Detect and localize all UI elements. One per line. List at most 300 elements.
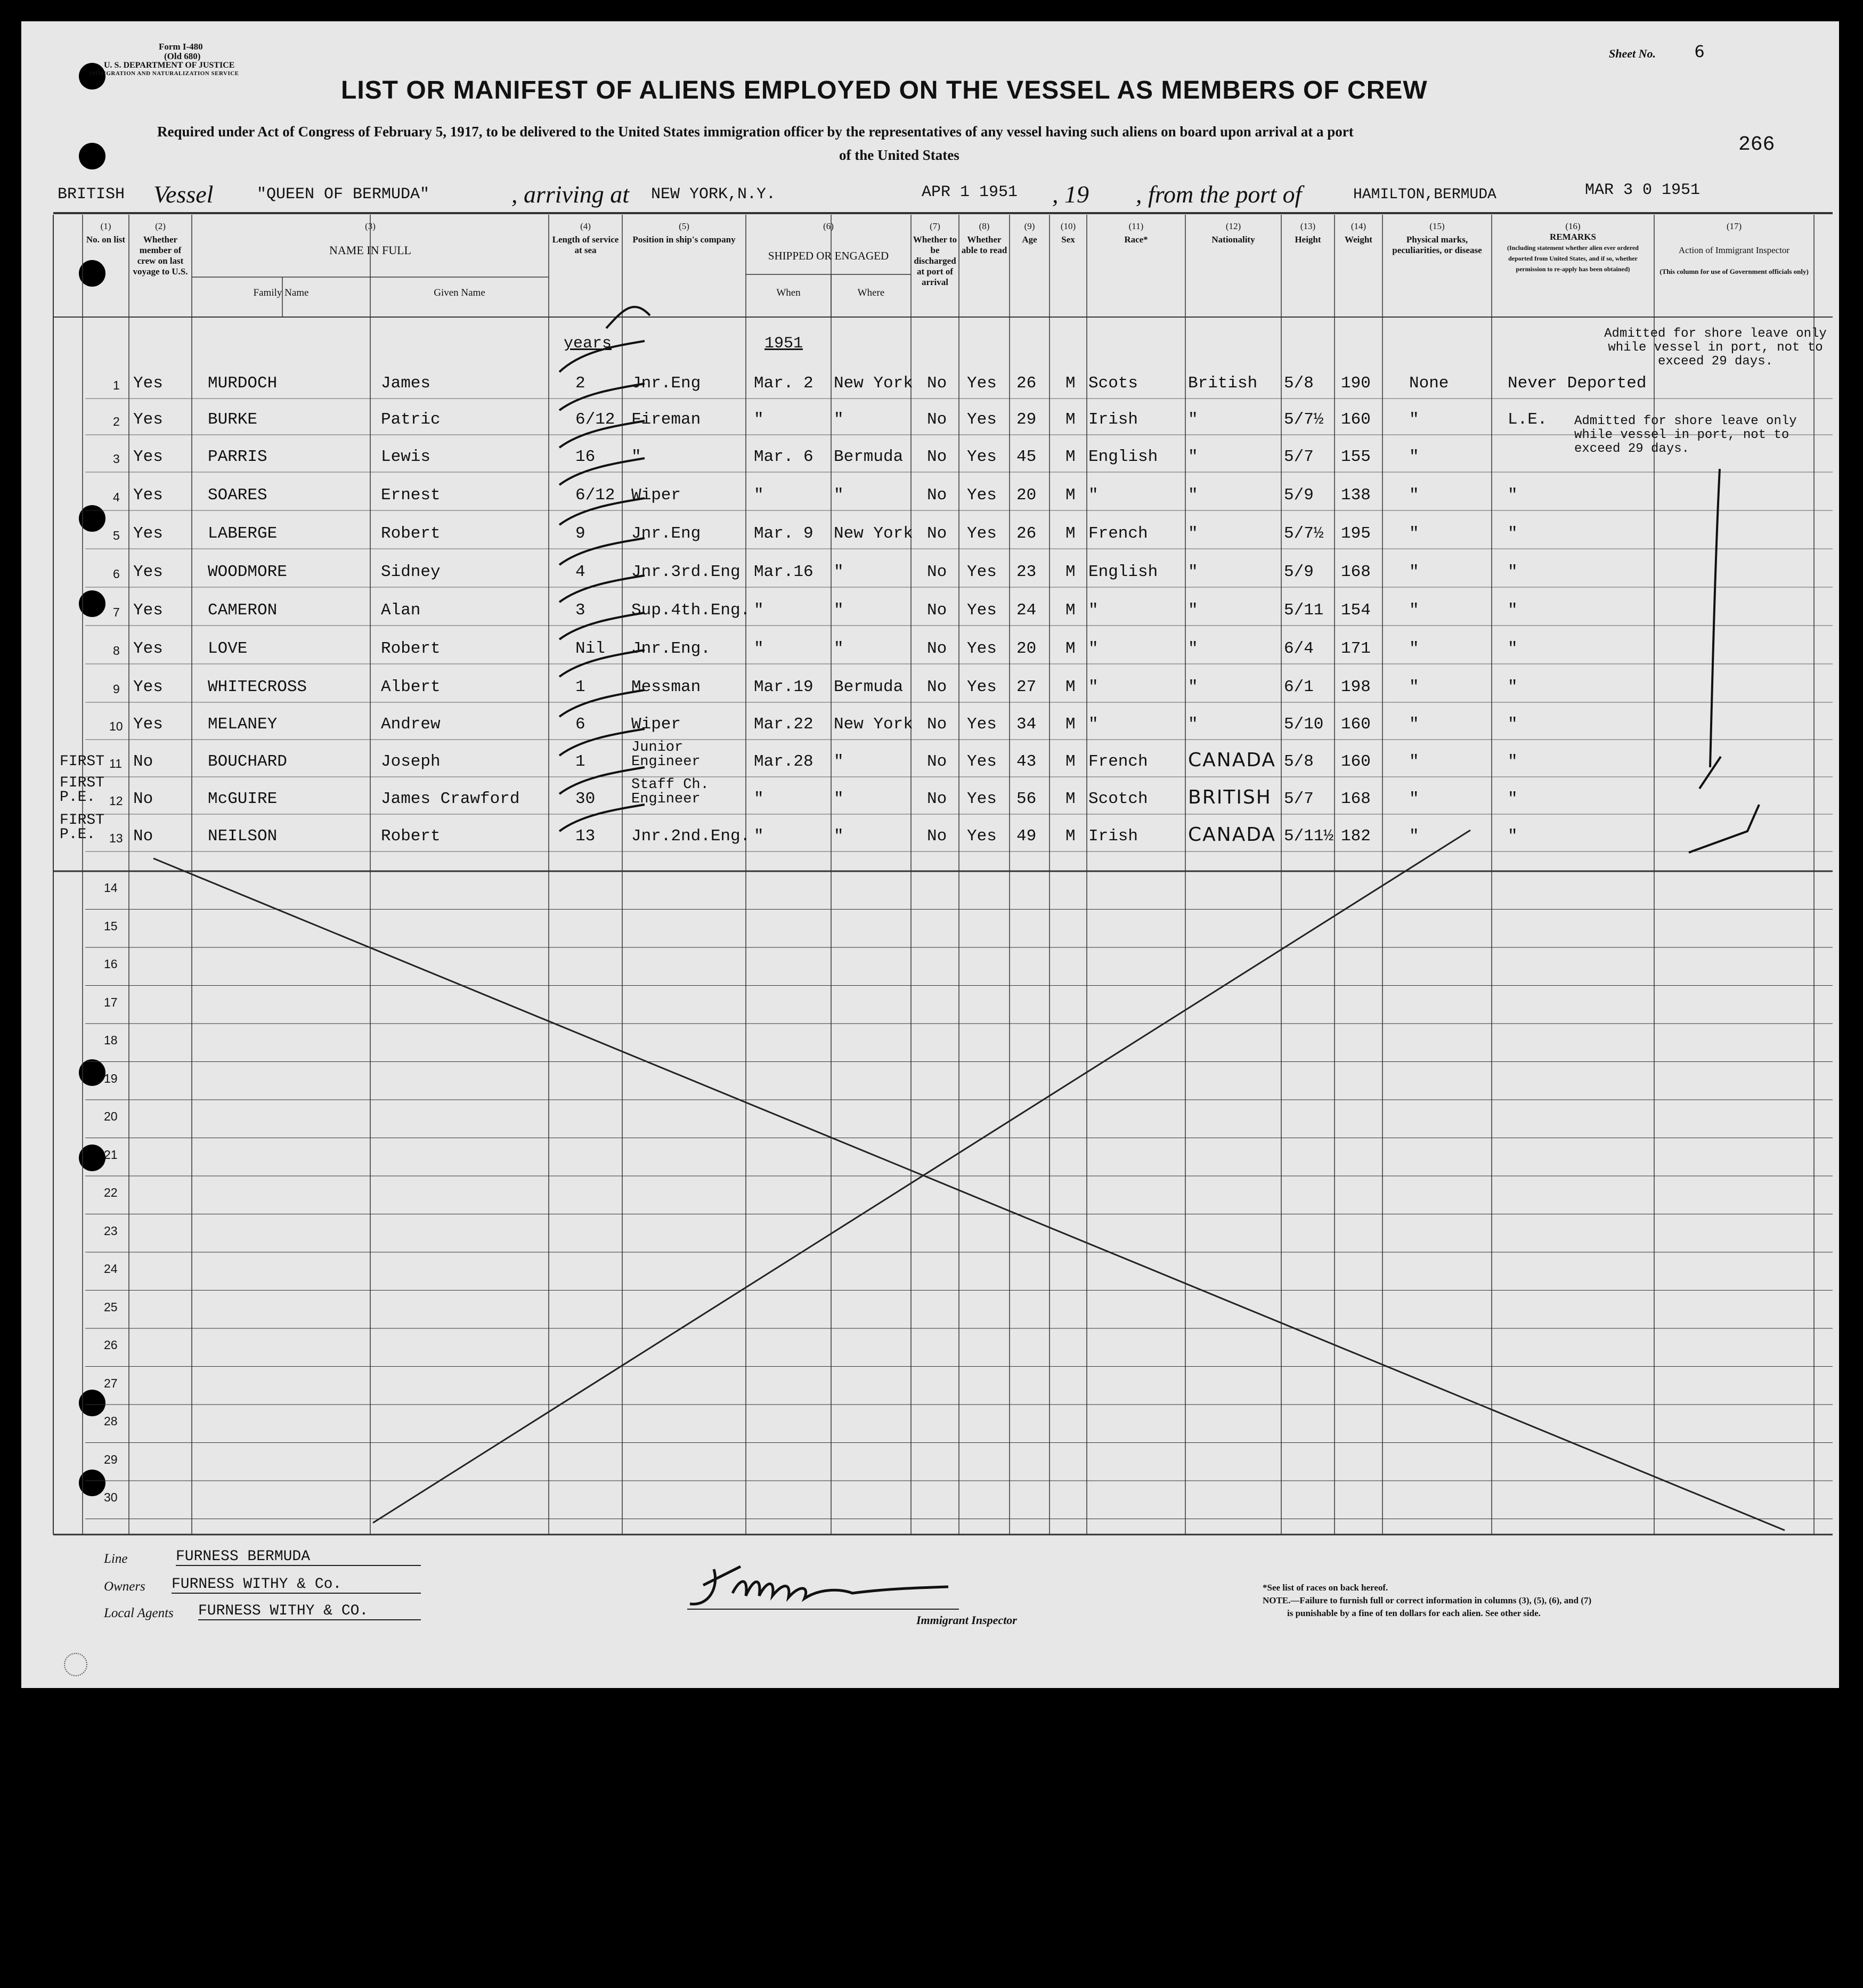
row-discharged: No	[927, 639, 947, 658]
row-shipped-when: "	[754, 410, 764, 429]
header-c1: No. on list	[86, 234, 126, 245]
row-height: 5/7½	[1284, 410, 1324, 429]
row-prior-voyage: Yes	[133, 639, 163, 658]
row-physical-marks: "	[1409, 827, 1419, 846]
row-weight: 160	[1341, 715, 1371, 734]
row-service-length: 13	[575, 827, 596, 846]
row-service-length: 6	[575, 715, 585, 734]
row-age: 27	[1016, 678, 1037, 696]
row-nationality: CANADA	[1188, 824, 1276, 846]
row-race: "	[1088, 486, 1099, 505]
row-age: 34	[1016, 715, 1037, 734]
empty-row-number: 25	[104, 1300, 118, 1314]
row-position: Messman	[631, 678, 701, 696]
row-family-name: SOARES	[208, 486, 267, 505]
year-1951-label: 1951	[764, 335, 803, 353]
row-given-name: Sidney	[381, 563, 441, 581]
row-prior-voyage: Yes	[133, 715, 163, 734]
header-num-c4: (4)	[580, 221, 591, 231]
arrival-date: APR 1 1951	[922, 183, 1018, 201]
row-discharged: No	[927, 601, 947, 620]
header-num-c7: (7)	[930, 221, 940, 231]
row-shipped-when: "	[754, 601, 764, 620]
row-remarks: L.E.	[1508, 410, 1548, 429]
row-prior-voyage: No	[133, 790, 153, 808]
row-number: 4	[113, 490, 120, 504]
vessel-label: Vessel	[153, 181, 214, 208]
row-family-name: MELANEY	[208, 715, 278, 734]
header-c6b: Where	[857, 287, 885, 298]
row-weight: 155	[1341, 448, 1371, 466]
row-remarks: "	[1508, 486, 1518, 505]
row-prefix-annotation: FIRST	[60, 753, 105, 770]
header-c6a: When	[776, 287, 801, 298]
header-num-c3: (3)	[365, 221, 376, 231]
row-sex: M	[1065, 715, 1076, 734]
union-bug-mark	[64, 1653, 87, 1676]
vessel-flag: BRITISH	[58, 185, 125, 204]
header-num-c6: (6)	[823, 221, 834, 231]
row-family-name: McGUIRE	[208, 790, 278, 808]
sheet-label: Sheet No.	[1609, 47, 1656, 60]
row-service-length: 1	[575, 752, 585, 771]
row-discharged: No	[927, 752, 947, 771]
row-able-to-read: Yes	[967, 715, 997, 734]
row-discharged: No	[927, 678, 947, 696]
row-physical-marks: "	[1409, 410, 1419, 429]
row-age: 45	[1016, 448, 1037, 466]
header-c14: Weight	[1345, 234, 1372, 245]
row-given-name: Joseph	[381, 752, 441, 771]
row-discharged: No	[927, 790, 947, 808]
row-sex: M	[1065, 563, 1076, 581]
row-race: Scotch	[1088, 790, 1148, 808]
header-c2: Whether member of crew on last voyage to U.S.	[133, 234, 188, 277]
row-shipped-where: Bermuda	[834, 448, 904, 466]
row-physical-marks: "	[1409, 790, 1419, 808]
empty-row-number: 15	[104, 919, 118, 933]
row-remarks: "	[1508, 639, 1518, 658]
row-nationality: "	[1188, 410, 1198, 429]
header-c6: SHIPPED OR ENGAGED	[768, 249, 889, 262]
header-c15: Physical marks, peculiarities, or disease	[1392, 234, 1482, 255]
row-nationality: "	[1188, 639, 1198, 658]
row-shipped-when: Mar.22	[754, 715, 813, 734]
row-able-to-read: Yes	[967, 486, 997, 505]
row-age: 29	[1016, 410, 1037, 429]
empty-row-number: 18	[104, 1033, 118, 1047]
row-shipped-where: "	[834, 639, 844, 658]
row-service-length: 9	[575, 524, 585, 543]
row-physical-marks: None	[1409, 374, 1449, 393]
empty-row-number: 21	[104, 1147, 118, 1162]
empty-row-number: 29	[104, 1452, 118, 1466]
row-race: French	[1088, 752, 1148, 771]
row-remarks: "	[1508, 715, 1518, 734]
row-position: Jnr.2nd.Eng.	[631, 827, 751, 846]
row-sex: M	[1065, 639, 1076, 658]
row-height: 5/11	[1284, 601, 1324, 620]
row-given-name: Albert	[381, 678, 441, 696]
note-penalty-1: NOTE.—Failure to furnish full or correct information in columns (3), (5), (6), and (7)	[1263, 1595, 1592, 1605]
header-c12: Nationality	[1211, 234, 1255, 245]
row-weight: 182	[1341, 827, 1371, 846]
row-service-length: 1	[575, 678, 585, 696]
row-number: 6	[113, 567, 120, 581]
empty-row-number: 14	[104, 881, 118, 895]
agents-label: Local Agents	[104, 1606, 174, 1620]
row-discharged: No	[927, 563, 947, 581]
row-shipped-when: "	[754, 639, 764, 658]
row-race: English	[1088, 448, 1158, 466]
departure-port: HAMILTON,BERMUDA	[1353, 186, 1496, 203]
arriving-label: , arriving at	[511, 181, 630, 208]
row-race: English	[1088, 563, 1158, 581]
row-sex: M	[1065, 410, 1076, 429]
note-penalty-2: is punishable by a fine of ten dollars for each alien. See other side.	[1287, 1608, 1541, 1618]
form-number: Form I-480	[159, 42, 203, 52]
row-position: Wiper	[631, 486, 681, 505]
line-label: Line	[104, 1552, 128, 1566]
row-remarks: "	[1508, 678, 1518, 696]
subtitle-line-1: Required under Act of Congress of February 5, 1917, to be delivered to the United States immigration officer by the representatives of any vessel having such aliens on board upon arrival at a port	[157, 124, 1354, 140]
row-given-name: Patric	[381, 410, 441, 429]
row-family-name: LOVE	[208, 639, 248, 658]
row-age: 24	[1016, 601, 1037, 620]
row-weight: 160	[1341, 752, 1371, 771]
row-height: 6/1	[1284, 678, 1314, 696]
row-able-to-read: Yes	[967, 410, 997, 429]
row-nationality: "	[1188, 563, 1198, 581]
empty-row-number: 17	[104, 995, 118, 1009]
row-prior-voyage: Yes	[133, 524, 163, 543]
row-remarks: "	[1508, 563, 1518, 581]
row-sex: M	[1065, 486, 1076, 505]
header-num-c15: (15)	[1429, 221, 1445, 231]
row-physical-marks: "	[1409, 678, 1419, 696]
row-height: 5/9	[1284, 563, 1314, 581]
row-age: 20	[1016, 639, 1037, 658]
row-height: 5/7½	[1284, 524, 1324, 543]
year-label: , 19	[1052, 181, 1089, 208]
subtitle-line-2: of the United States	[839, 147, 959, 163]
row-height: 5/11½	[1284, 827, 1334, 846]
row-given-name: James	[381, 374, 431, 393]
row-able-to-read: Yes	[967, 601, 997, 620]
row-shipped-when: "	[754, 486, 764, 505]
header-c3a: Family Name	[253, 287, 309, 298]
row-sex: M	[1065, 448, 1076, 466]
row-discharged: No	[927, 715, 947, 734]
row-number: 9	[113, 682, 120, 696]
row-family-name: LABERGE	[208, 524, 278, 543]
row-height: 5/7	[1284, 790, 1314, 808]
row-prefix-annotation: FIRST P.E.	[60, 775, 105, 806]
row-position: Jnr.Eng	[631, 374, 701, 393]
shore-leave-stamp: Admitted for shore leave only while vessel in port, not to exceed 29 days.	[1604, 327, 1827, 369]
row-height: 5/10	[1284, 715, 1324, 734]
row-nationality: BRITISH	[1188, 786, 1272, 808]
header-c9: Age	[1022, 234, 1037, 245]
row-remarks: "	[1508, 752, 1518, 771]
row-weight: 154	[1341, 601, 1371, 620]
row-height: 5/8	[1284, 752, 1314, 771]
row-prior-voyage: Yes	[133, 486, 163, 505]
row-sex: M	[1065, 790, 1076, 808]
row-shipped-when: "	[754, 790, 764, 808]
row-sex: M	[1065, 601, 1076, 620]
header-num-c5: (5)	[679, 221, 689, 231]
row-height: 6/4	[1284, 639, 1314, 658]
row-position: "	[631, 448, 641, 466]
header-c16: REMARKS	[1550, 232, 1596, 242]
row-family-name: BOUCHARD	[208, 752, 287, 771]
row-physical-marks: "	[1409, 563, 1419, 581]
row-race: Irish	[1088, 827, 1138, 846]
row-service-length: 6/12	[575, 410, 615, 429]
row-position: Staff Ch. Engineer	[631, 777, 709, 807]
row-given-name: James Crawford	[381, 790, 520, 808]
owners-label: Owners	[104, 1579, 145, 1594]
row-able-to-read: Yes	[967, 827, 997, 846]
row-service-length: 3	[575, 601, 585, 620]
row-prefix-annotation: FIRST P.E.	[60, 812, 105, 843]
row-shipped-where: "	[834, 790, 844, 808]
line-value: FURNESS BERMUDA	[176, 1548, 421, 1566]
header-num-c8: (8)	[979, 221, 990, 231]
departure-date: MAR 3 0 1951	[1585, 181, 1701, 199]
header-num-c12: (12)	[1225, 221, 1241, 231]
header-num-c9: (9)	[1024, 221, 1035, 231]
row-service-length: 30	[575, 790, 596, 808]
row-sex: M	[1065, 524, 1076, 543]
row-number: 11	[109, 757, 122, 770]
row-nationality: "	[1188, 715, 1198, 734]
header-c17-sub: (This column for use of Government officials only)	[1659, 267, 1809, 275]
row-number: 12	[109, 794, 123, 808]
row-weight: 190	[1341, 374, 1371, 393]
row-family-name: WHITECROSS	[208, 678, 307, 696]
row-position: Jnr.3rd.Eng	[631, 563, 741, 581]
row-race: "	[1088, 715, 1099, 734]
row-able-to-read: Yes	[967, 790, 997, 808]
header-num-c14: (14)	[1351, 221, 1366, 231]
row-weight: 168	[1341, 790, 1371, 808]
row-family-name: MURDOCH	[208, 374, 278, 393]
agents-value: FURNESS WITHY & CO.	[198, 1603, 421, 1620]
row-shipped-where: "	[834, 563, 844, 581]
form-old-number: (Old 680)	[164, 51, 201, 61]
row-race: "	[1088, 601, 1099, 620]
row-given-name: Lewis	[381, 448, 431, 466]
row-service-length: Nil	[575, 639, 605, 658]
arrival-port: NEW YORK,N.Y.	[651, 185, 776, 204]
header-c11: Race*	[1124, 234, 1148, 245]
empty-row-number: 26	[104, 1338, 118, 1352]
page-title: LIST OR MANIFEST OF ALIENS EMPLOYED ON THE VESSEL AS MEMBERS OF CREW	[341, 76, 1428, 104]
row-sex: M	[1065, 752, 1076, 771]
row-weight: 160	[1341, 410, 1371, 429]
row-number: 10	[109, 719, 123, 733]
header-c5: Position in ship's company	[632, 234, 736, 245]
header-num-c11: (11)	[1128, 221, 1144, 231]
row-shipped-where: "	[834, 410, 844, 429]
row-shipped-where: New York	[834, 374, 913, 393]
row-shipped-where: "	[834, 601, 844, 620]
row-service-length: 2	[575, 374, 585, 393]
row-number: 13	[109, 831, 123, 845]
row-given-name: Robert	[381, 827, 441, 846]
row-number: 8	[113, 644, 120, 658]
row-age: 56	[1016, 790, 1037, 808]
row-prior-voyage: No	[133, 752, 153, 771]
row-able-to-read: Yes	[967, 639, 997, 658]
row-physical-marks: "	[1409, 486, 1419, 505]
empty-row-number: 19	[104, 1071, 118, 1085]
empty-row-number: 24	[104, 1262, 118, 1276]
row-position: Fireman	[631, 410, 701, 429]
header-c4: Length of service at sea	[552, 234, 619, 255]
row-shipped-where: New York	[834, 715, 913, 734]
row-age: 26	[1016, 524, 1037, 543]
row-family-name: PARRIS	[208, 448, 267, 466]
row-race: Scots	[1088, 374, 1138, 393]
row-position: Jnr.Eng.	[631, 639, 711, 658]
row-race: "	[1088, 678, 1099, 696]
row-discharged: No	[927, 827, 947, 846]
row-prior-voyage: Yes	[133, 678, 163, 696]
sheet-number: 6	[1694, 43, 1705, 61]
row-given-name: Andrew	[381, 715, 441, 734]
row-prior-voyage: Yes	[133, 448, 163, 466]
row-discharged: No	[927, 486, 947, 505]
row-able-to-read: Yes	[967, 374, 997, 393]
manifest-sheet	[21, 21, 1839, 1688]
row-family-name: CAMERON	[208, 601, 278, 620]
row-shipped-where: New York	[834, 524, 913, 543]
empty-row-number: 28	[104, 1414, 118, 1428]
row-nationality: "	[1188, 678, 1198, 696]
row-given-name: Robert	[381, 524, 441, 543]
row-position: Wiper	[631, 715, 681, 734]
row-able-to-read: Yes	[967, 563, 997, 581]
row-prior-voyage: Yes	[133, 563, 163, 581]
shore-leave-stamp-2: Admitted for shore leave only while vessel in port, not to exceed 29 days.	[1574, 414, 1797, 456]
empty-row-number: 27	[104, 1376, 118, 1390]
row-family-name: NEILSON	[208, 827, 278, 846]
row-given-name: Alan	[381, 601, 421, 620]
row-age: 23	[1016, 563, 1037, 581]
header-c3b: Given Name	[434, 287, 485, 298]
row-shipped-when: Mar.16	[754, 563, 813, 581]
row-weight: 198	[1341, 678, 1371, 696]
row-shipped-where: "	[834, 827, 844, 846]
row-given-name: Ernest	[381, 486, 441, 505]
row-prior-voyage: Yes	[133, 601, 163, 620]
row-able-to-read: Yes	[967, 524, 997, 543]
service-name: IMMIGRATION AND NATURALIZATION SERVICE	[90, 70, 239, 77]
row-sex: M	[1065, 678, 1076, 696]
row-shipped-when: Mar. 9	[754, 524, 813, 543]
row-physical-marks: "	[1409, 524, 1419, 543]
empty-row-number: 23	[104, 1223, 118, 1238]
inspector-signature	[682, 1556, 959, 1620]
row-sex: M	[1065, 374, 1076, 393]
row-service-length: 6/12	[575, 486, 615, 505]
row-position: Junior Engineer	[631, 740, 701, 770]
row-weight: 171	[1341, 639, 1371, 658]
row-discharged: No	[927, 524, 947, 543]
header-c13: Height	[1295, 234, 1321, 245]
from-port-label: , from the port of	[1136, 181, 1302, 208]
row-nationality: "	[1188, 448, 1198, 466]
empty-row-number: 16	[104, 957, 118, 971]
row-discharged: No	[927, 410, 947, 429]
row-discharged: No	[927, 374, 947, 393]
row-able-to-read: Yes	[967, 752, 997, 771]
header-num-c13: (13)	[1300, 221, 1316, 231]
header-c17: Action of Immigrant Inspector	[1678, 245, 1790, 255]
row-age: 49	[1016, 827, 1037, 846]
row-age: 26	[1016, 374, 1037, 393]
row-remarks: "	[1508, 790, 1518, 808]
row-weight: 138	[1341, 486, 1371, 505]
row-age: 43	[1016, 752, 1037, 771]
header-c8: Whether able to read	[961, 234, 1007, 255]
row-physical-marks: "	[1409, 715, 1419, 734]
row-nationality: "	[1188, 524, 1198, 543]
row-nationality: CANADA	[1188, 749, 1276, 771]
header-num-c2: (2)	[155, 221, 166, 231]
row-age: 20	[1016, 486, 1037, 505]
row-number: 1	[113, 378, 120, 392]
row-position: Sup.4th.Eng.	[631, 601, 751, 620]
row-race: Irish	[1088, 410, 1138, 429]
header-c3: NAME IN FULL	[329, 244, 411, 257]
row-shipped-when: Mar.28	[754, 752, 813, 771]
row-service-length: 16	[575, 448, 596, 466]
row-prior-voyage: Yes	[133, 374, 163, 393]
row-family-name: BURKE	[208, 410, 258, 429]
row-remarks: "	[1508, 601, 1518, 620]
page-stamp-number: 266	[1738, 133, 1775, 156]
row-position: Jnr.Eng	[631, 524, 701, 543]
row-number: 2	[113, 415, 120, 428]
row-height: 5/8	[1284, 374, 1314, 393]
row-given-name: Robert	[381, 639, 441, 658]
row-physical-marks: "	[1409, 448, 1419, 466]
row-shipped-when: Mar.19	[754, 678, 813, 696]
header-num-c1: (1)	[100, 221, 111, 231]
note-races: *See list of races on back hereof.	[1263, 1583, 1388, 1593]
owners-value: FURNESS WITHY & Co.	[172, 1576, 421, 1594]
row-able-to-read: Yes	[967, 678, 997, 696]
row-height: 5/7	[1284, 448, 1314, 466]
empty-row-number: 30	[104, 1490, 118, 1504]
row-height: 5/9	[1284, 486, 1314, 505]
header-c10: Sex	[1061, 234, 1075, 245]
row-number: 5	[113, 529, 120, 542]
row-remarks: "	[1508, 524, 1518, 543]
row-sex: M	[1065, 827, 1076, 846]
years-label: years	[564, 335, 612, 353]
row-discharged: No	[927, 448, 947, 466]
row-shipped-where: Bermuda	[834, 678, 904, 696]
row-able-to-read: Yes	[967, 448, 997, 466]
inspector-label: Immigrant Inspector	[916, 1613, 1017, 1627]
row-remarks: "	[1508, 827, 1518, 846]
row-shipped-where: "	[834, 486, 844, 505]
